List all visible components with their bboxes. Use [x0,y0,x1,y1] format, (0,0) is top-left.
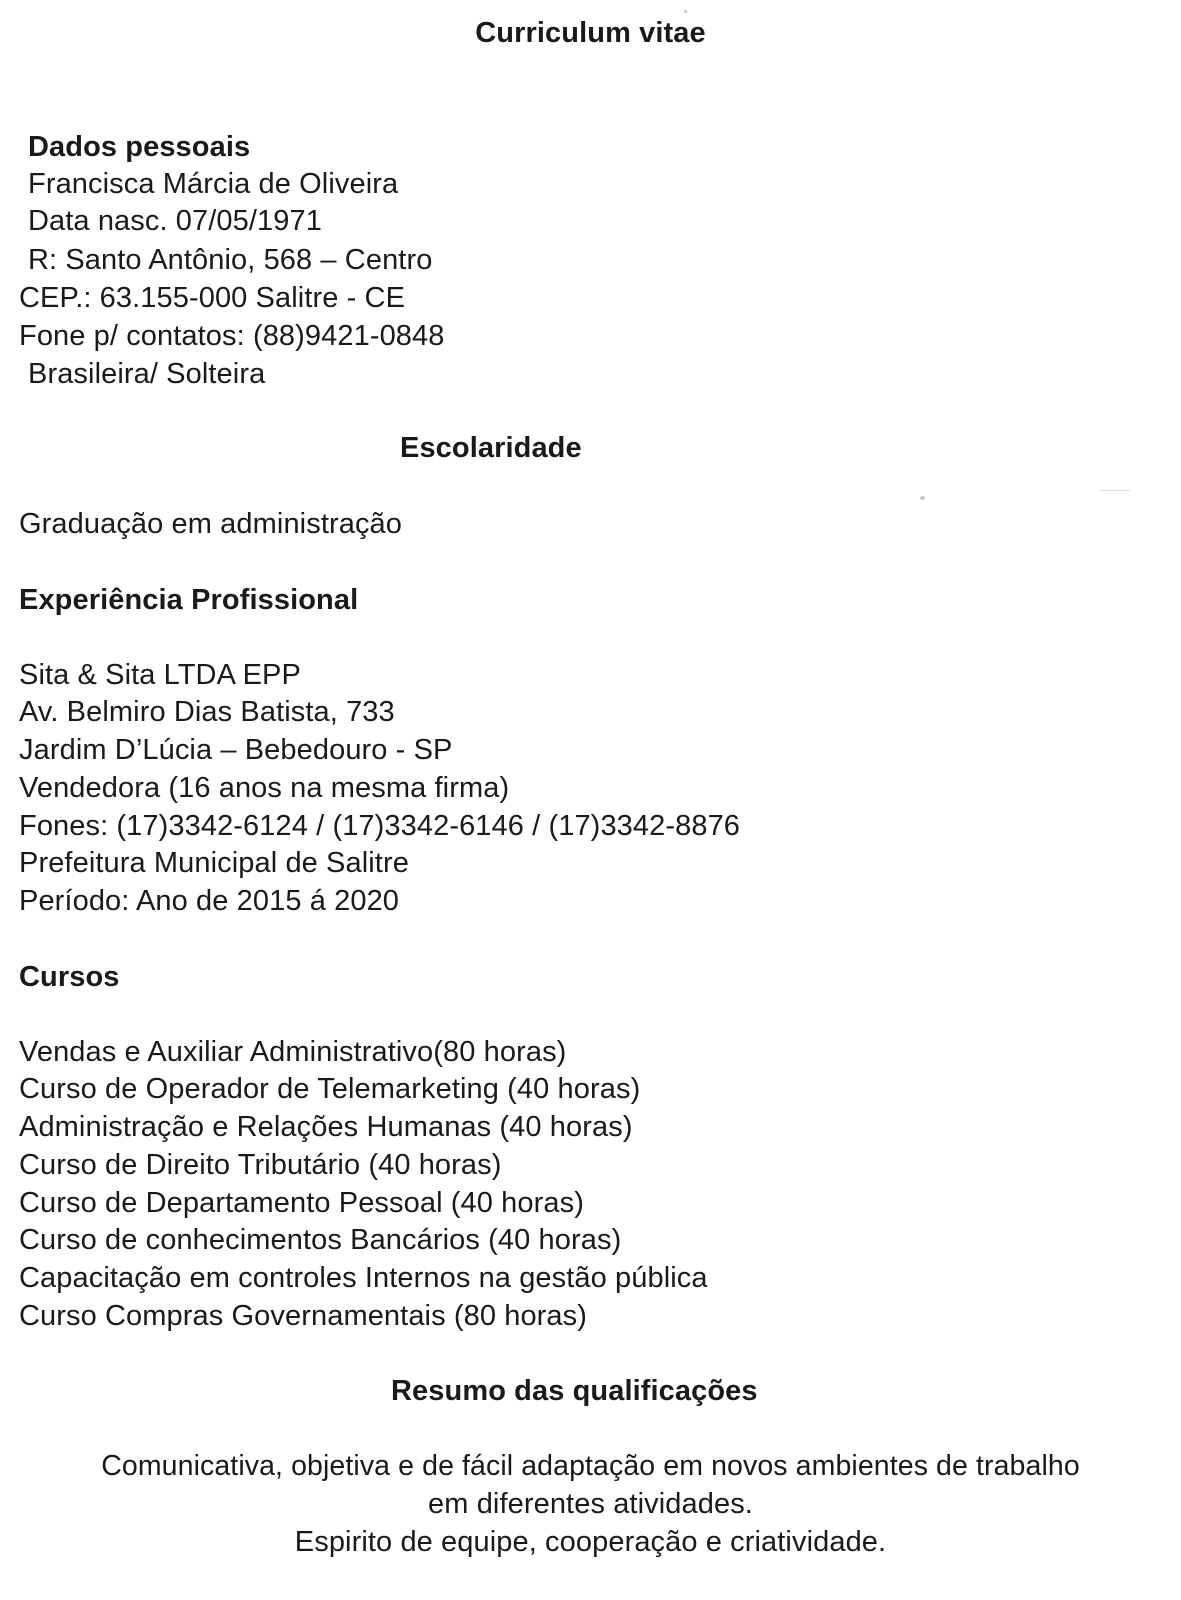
course-item: Curso de Direito Tributário (40 horas) [19,1149,502,1181]
course-item: Administração e Relações Humanas (40 horas) [19,1111,633,1143]
experience-line: Av. Belmiro Dias Batista, 733 [19,696,395,728]
course-item: Vendas e Auxiliar Administrativo(80 horas) [19,1036,567,1068]
experience-line: Jardim D’Lúcia – Bebedouro - SP [19,734,453,766]
experience-line: Sita & Sita LTDA EPP [19,659,301,691]
scan-speck [920,496,925,500]
summary-heading: Resumo das qualificações [391,1375,758,1407]
personal-status: Brasileira/ Solteira [28,358,266,390]
experience-line: Prefeitura Municipal de Salitre [19,847,409,879]
personal-phone: Fone p/ contatos: (88)9421-0848 [19,320,445,352]
course-item: Capacitação em controles Internos na gestão pública [19,1262,708,1294]
personal-heading: Dados pessoais [28,131,251,163]
personal-name: Francisca Márcia de Oliveira [28,168,399,200]
courses-heading: Cursos [19,961,120,993]
education-heading: Escolaridade [400,432,582,464]
summary-line: Espirito de equipe, cooperação e criatividade. [294,1526,887,1558]
course-item: Curso de conhecimentos Bancários (40 horas) [19,1224,622,1256]
personal-address: R: Santo Antônio, 568 – Centro [28,244,433,276]
experience-heading: Experiência Profissional [19,584,359,616]
course-item: Curso Compras Governamentais (80 horas) [19,1300,588,1332]
document-title: Curriculum vitae [475,17,706,49]
experience-line: Período: Ano de 2015 á 2020 [19,885,400,917]
experience-line: Fones: (17)3342-6124 / (17)3342-6146 / (17)3342-8876 [19,810,741,842]
personal-cep: CEP.: 63.155-000 Salitre - CE [19,282,406,314]
course-item: Curso de Departamento Pessoal (40 horas) [19,1187,584,1219]
personal-birth: Data nasc. 07/05/1971 [28,205,322,237]
scan-speck [684,10,687,13]
course-item: Curso de Operador de Telemarketing (40 horas) [19,1073,641,1105]
experience-line: Vendedora (16 anos na mesma firma) [19,772,510,804]
summary-line: em diferentes atividades. [428,1488,753,1520]
scan-mark [1100,490,1130,491]
education-item: Graduação em administração [19,508,403,540]
summary-line: Comunicativa, objetiva e de fácil adaptação em novos ambientes de trabalho [101,1450,1080,1482]
